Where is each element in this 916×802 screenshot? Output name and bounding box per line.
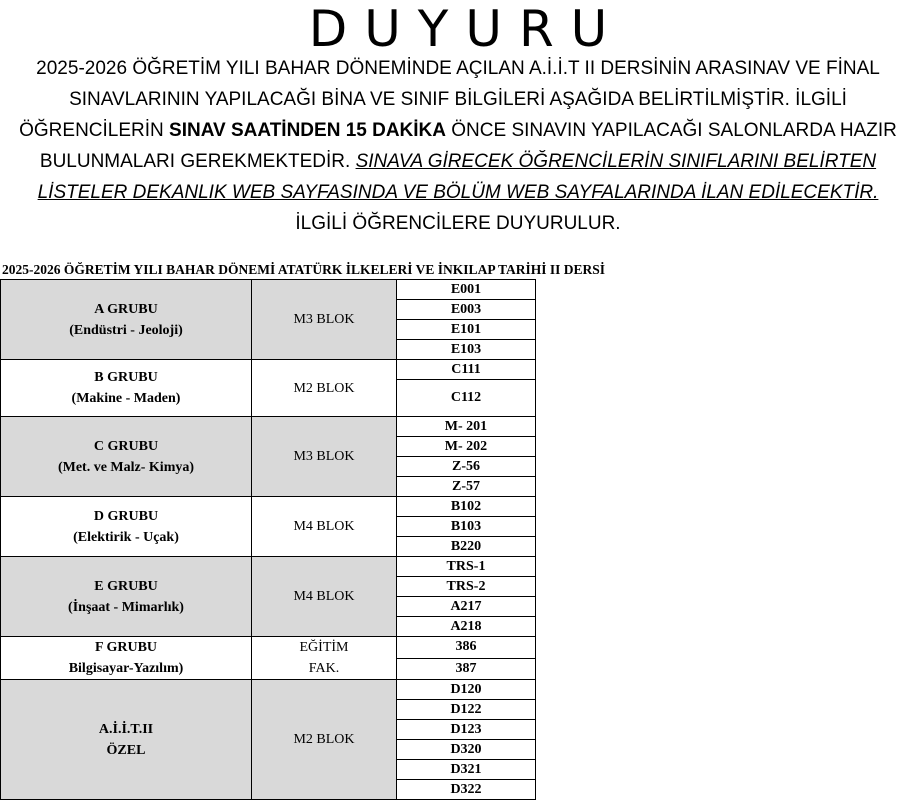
room-cell: C111 [397, 360, 536, 380]
class-lists-notice: SINAVA GİRECEK ÖĞRENCİLERİN SINIFLARINI BELİRTEN LİSTELER DEKANLIK WEB SAYFASINDA VE BÖLÜM WEB SAYFALARINDA İLAN EDİLECEKTİR. [37, 151, 879, 203]
exam-rooms-table [0, 279, 536, 800]
table-row [1, 360, 536, 380]
table-row [1, 557, 536, 577]
room-cell: B103 [397, 517, 536, 537]
announcement-closing: İLGİLİ ÖĞRENCİLERE DUYURULUR. [295, 213, 621, 234]
room-cell: M- 202 [397, 437, 536, 457]
group-name: A GRUBU [94, 301, 158, 317]
group-departments: Bilgisayar-Yazılım) [68, 661, 184, 676]
room-cell: D321 [397, 760, 536, 780]
group-departments: (Elektirik - Uçak) [73, 529, 179, 545]
group-name: B GRUBU [94, 370, 158, 385]
table-row [1, 280, 536, 300]
room-cell: D320 [397, 740, 536, 760]
table-row [1, 417, 536, 437]
room-cell: D123 [397, 720, 536, 740]
room-cell: 386 [397, 637, 536, 659]
building-cell [252, 637, 397, 680]
building-name: EĞİTİM [299, 640, 349, 655]
announcement-text [0, 53, 916, 239]
announcement-part-2: ÖNCE SINAVIN YAPILACAĞI SALONLARDA HAZIR BULUNMALARI GEREKMEKTEDİR. [39, 120, 897, 172]
group-name: E GRUBU [94, 578, 158, 594]
room-cell: E003 [397, 300, 536, 320]
table-row [1, 497, 536, 517]
building-cell: M3 BLOK [252, 280, 397, 360]
page-title: DUYURU [308, 0, 625, 58]
group-name: D GRUBU [93, 508, 159, 524]
group-cell [1, 417, 252, 497]
room-cell: TRS-1 [397, 557, 536, 577]
room-cell: C112 [397, 380, 536, 417]
announcement-part-1: 2025-2026 ÖĞRETİM YILI BAHAR DÖNEMİNDE AÇILAN A.İ.İ.T II DERSİNİN ARASINAV VE FİNAL SINAVLARININ YAPILACAĞI BİNA VE SINIF BİLGİLERİ AŞAĞIDA BELİRTİLMİŞTİR. İLGİLİ ÖĞRENCİLERİN [19, 58, 880, 141]
group-departments: (Endüstri - Jeoloji) [69, 322, 183, 338]
room-cell: B220 [397, 537, 536, 557]
group-cell [1, 637, 252, 680]
room-cell: 387 [397, 658, 536, 680]
group-departments: (Met. ve Malz- Kimya) [57, 459, 195, 475]
building-cell: M3 BLOK [252, 417, 397, 497]
group-cell [1, 557, 252, 637]
table-title: 2025-2026 ÖĞRETİM YILI BAHAR DÖNEMİ ATATÜRK İLKELERİ VE İNKILAP TARİHİ II DERSİ [2, 262, 605, 277]
room-cell: D322 [397, 780, 536, 800]
group-departments: (İnşaat - Mimarlık) [68, 599, 184, 615]
group-cell [1, 497, 252, 557]
building-name-suffix: FAK. [308, 661, 340, 676]
room-cell: D120 [397, 680, 536, 700]
exam-rooms-body [1, 280, 536, 800]
group-departments: (Makine - Maden) [71, 391, 181, 406]
room-cell: Z-56 [397, 457, 536, 477]
room-cell: A217 [397, 597, 536, 617]
building-cell: M4 BLOK [252, 557, 397, 637]
table-row [1, 680, 536, 700]
group-name: C GRUBU [93, 438, 159, 454]
room-cell: TRS-2 [397, 577, 536, 597]
room-cell: A218 [397, 617, 536, 637]
exam-time-notice: SINAV SAATİNDEN 15 DAKİKA [169, 120, 446, 141]
building-cell: M4 BLOK [252, 497, 397, 557]
building-cell: M2 BLOK [252, 360, 397, 417]
group-cell [1, 280, 252, 360]
building-cell: M2 BLOK [252, 680, 397, 800]
room-cell: M- 201 [397, 417, 536, 437]
group-departments: ÖZEL [106, 742, 146, 758]
room-cell: E101 [397, 320, 536, 340]
table-row [1, 637, 536, 659]
room-cell: D122 [397, 700, 536, 720]
group-cell [1, 360, 252, 417]
room-cell: E001 [397, 280, 536, 300]
group-name: A.İ.İ.T.II [98, 721, 154, 737]
room-cell: Z-57 [397, 477, 536, 497]
room-cell: E103 [397, 340, 536, 360]
room-cell: B102 [397, 497, 536, 517]
group-name: F GRUBU [94, 640, 158, 655]
group-cell [1, 680, 252, 800]
